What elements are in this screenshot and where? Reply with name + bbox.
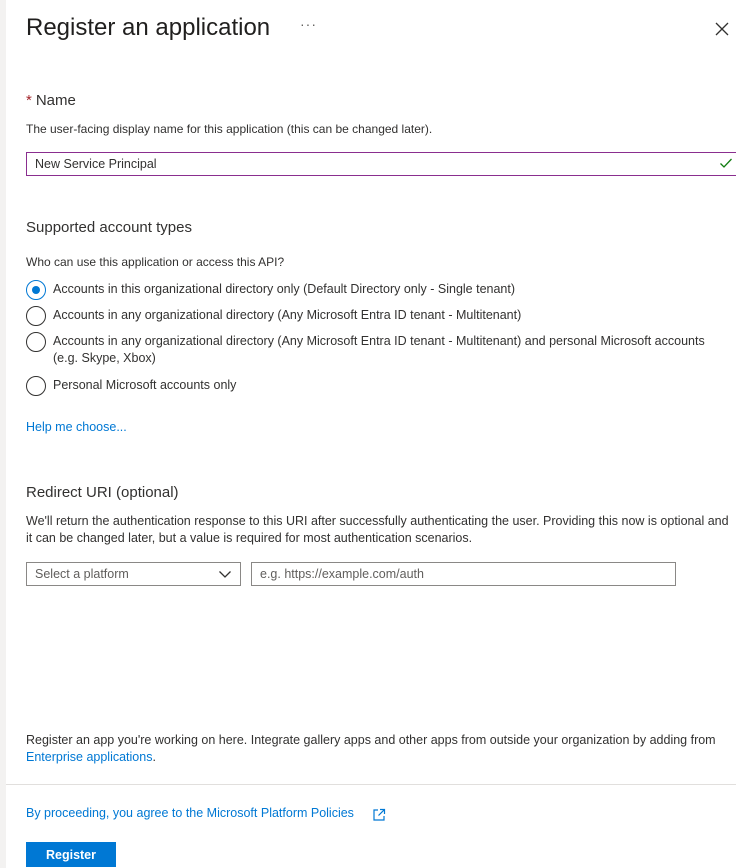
blade-left-border: [0, 0, 6, 868]
radio-single-tenant[interactable]: [26, 280, 713, 300]
radio-multitenant[interactable]: [26, 306, 713, 326]
external-link-icon[interactable]: [372, 808, 386, 822]
more-options-icon[interactable]: ···: [300, 16, 317, 32]
radio-label: Accounts in this organizational directory only (Default Directory only - Single tenant): [53, 282, 516, 296]
platform-select[interactable]: Select a platform: [26, 562, 241, 586]
name-description: The user-facing display name for this application (this can be changed later).: [26, 122, 433, 136]
help-me-choose-link[interactable]: Help me choose...: [26, 420, 127, 434]
account-types-label: Supported account types: [26, 219, 192, 236]
footer-note-text: Register an app you're working on here. Integrate gallery apps and other apps from outside your organization by adding from: [26, 733, 716, 747]
radio-label: Personal Microsoft accounts only: [53, 378, 237, 392]
close-icon[interactable]: [715, 22, 729, 36]
page-title: Register an application: [26, 14, 271, 41]
radio-button[interactable]: [26, 280, 46, 300]
radio-personal-only[interactable]: [26, 376, 713, 396]
name-label-text: Name: [35, 92, 76, 109]
redirect-uri-label: Redirect URI (optional): [26, 484, 179, 501]
display-name-input[interactable]: [26, 152, 736, 176]
radio-button[interactable]: [26, 306, 46, 326]
chevron-down-icon: [218, 567, 232, 581]
platform-policies-link[interactable]: By proceeding, you agree to the Microsoft Platform Policies: [26, 806, 354, 820]
required-marker: *: [26, 92, 32, 109]
checkmark-icon: [719, 156, 733, 170]
redirect-uri-description: We'll return the authentication response to this URI after successfully authenticating the user. Providing this now is optional and it can be changed later, but a value is required for most authentication scenarios.: [26, 514, 729, 545]
redirect-uri-input[interactable]: [251, 562, 676, 586]
register-button[interactable]: Register: [26, 842, 116, 867]
radio-label: Accounts in any organizational directory (Any Microsoft Entra ID tenant - Multitenant) and personal Microsoft accounts (e.g. Skype, Xbox): [53, 334, 705, 365]
radio-label: Accounts in any organizational directory (Any Microsoft Entra ID tenant - Multitenant): [53, 308, 522, 322]
account-types-question: Who can use this application or access this API?: [26, 255, 285, 269]
name-label: [26, 92, 76, 109]
enterprise-applications-link[interactable]: Enterprise applications: [26, 750, 153, 764]
footer-note-end: .: [152, 750, 156, 764]
radio-button[interactable]: [26, 376, 46, 396]
divider: [6, 784, 736, 785]
radio-button[interactable]: [26, 332, 46, 352]
radio-multitenant-personal[interactable]: [26, 332, 713, 367]
blade-header: [26, 14, 736, 44]
footer-note: [26, 732, 736, 766]
